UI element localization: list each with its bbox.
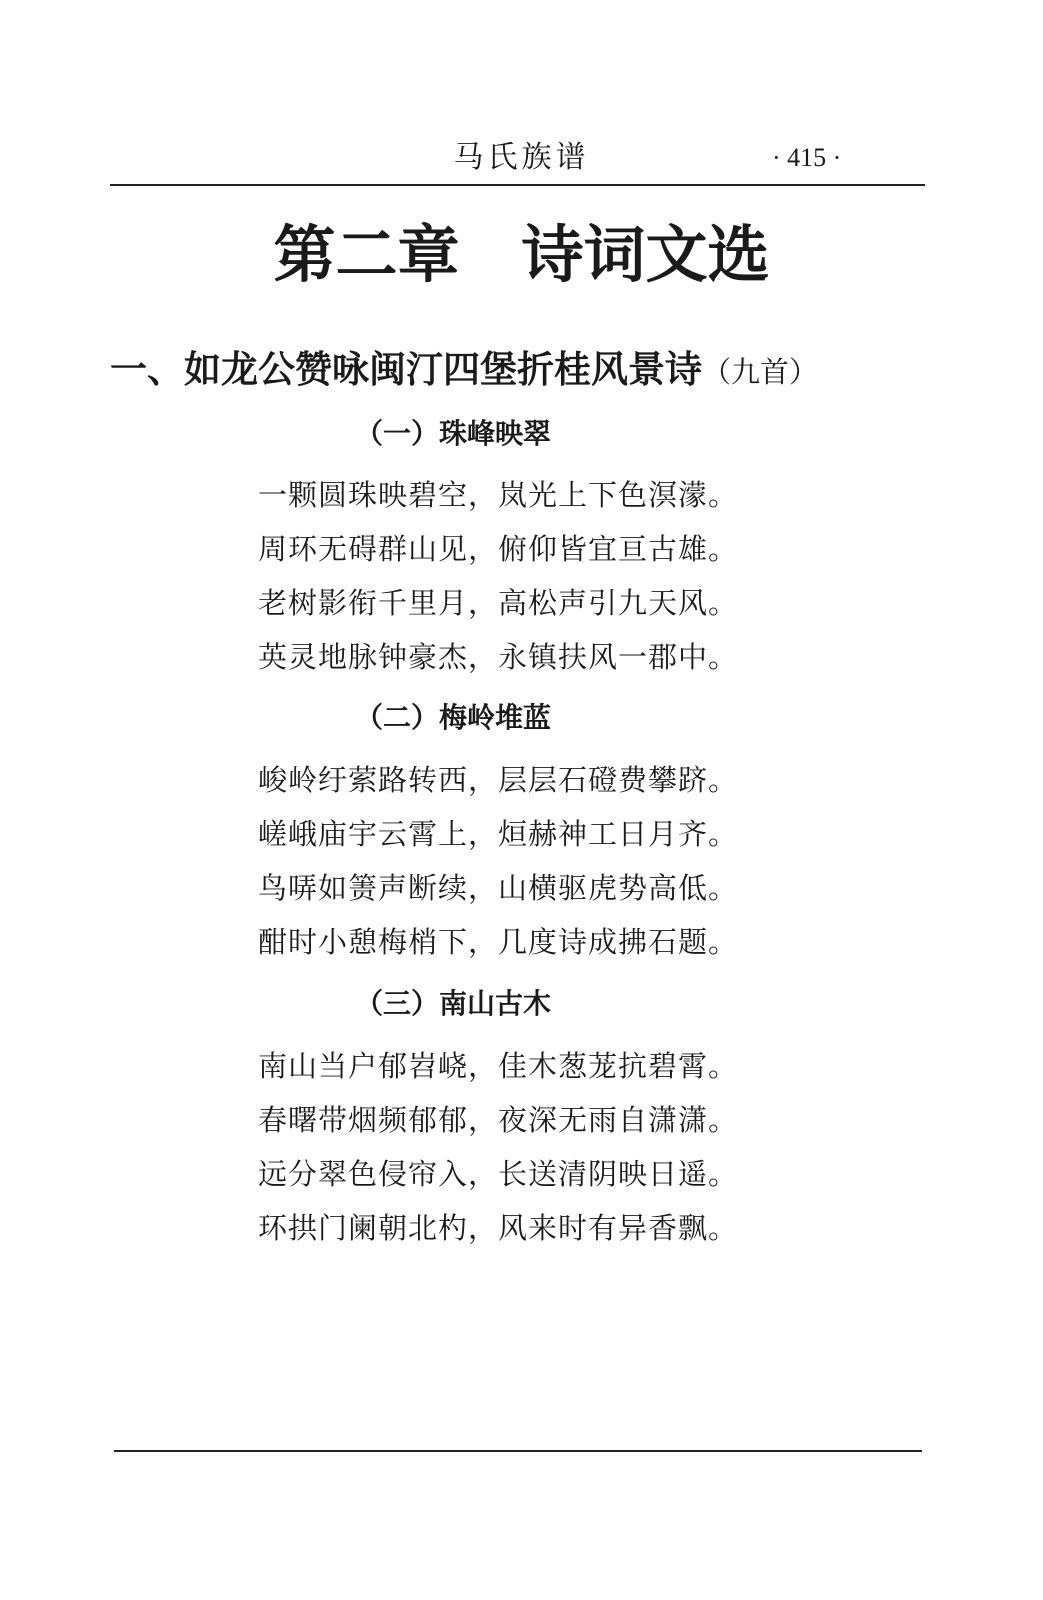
- poem-line: 峻岭纡萦路转西，层层石磴费攀跻。: [258, 763, 739, 797]
- page-number: · 415 ·: [772, 143, 842, 172]
- poem-line: 春曙带烟频郁郁，夜深无雨自潇潇。: [258, 1103, 739, 1137]
- poem-line: 老树影衔千里月，高松声引九天风。: [258, 586, 739, 620]
- poem-line: 酣时小憩梅梢下，几度诗成拂石题。: [258, 925, 739, 959]
- chapter-number: 第二章: [273, 218, 460, 291]
- poem-title: （三）南山古木: [355, 987, 552, 1020]
- poem-title: （一）珠峰映翠: [355, 417, 552, 450]
- poem-line: 嵯峨庙宇云霄上，烜赫神工日月齐。: [258, 817, 739, 851]
- poem-line: 鸟哢如箦声断续，山横驱虎势高低。: [258, 871, 739, 905]
- poem-body: [258, 753, 738, 969]
- poem-title: （二）梅岭堆蓝: [355, 701, 552, 734]
- poem-line: 南山当户郁岧峣，佳木葱茏抗碧霄。: [258, 1049, 739, 1083]
- poem-line: 一颗圆珠映碧空，岚光上下色溟濛。: [258, 478, 739, 512]
- poem-body: [258, 468, 738, 684]
- poem-line: 远分翠色侵帘入，长送清阴映日遥。: [258, 1157, 739, 1191]
- poem-line: 环拱门阑朝北杓，风来时有异香飘。: [258, 1211, 739, 1245]
- section-heading: [110, 345, 818, 397]
- header-rule: [110, 184, 925, 186]
- poem-line: 周环无碍群山见，俯仰皆宜亘古雄。: [258, 532, 739, 566]
- chapter-title: [0, 215, 1043, 295]
- footer-rule: [114, 1450, 922, 1452]
- poem-line: 英灵地脉钟豪杰，永镇扶风一郡中。: [258, 640, 739, 674]
- poem-body: [258, 1039, 738, 1255]
- section-heading-text: 一、如龙公赞咏闽汀四堡折桂风景诗: [110, 348, 702, 391]
- section-heading-note: （九首）: [702, 355, 819, 389]
- chapter-name: 诗词文选: [521, 218, 770, 291]
- running-header-title: 马氏族谱: [453, 140, 590, 175]
